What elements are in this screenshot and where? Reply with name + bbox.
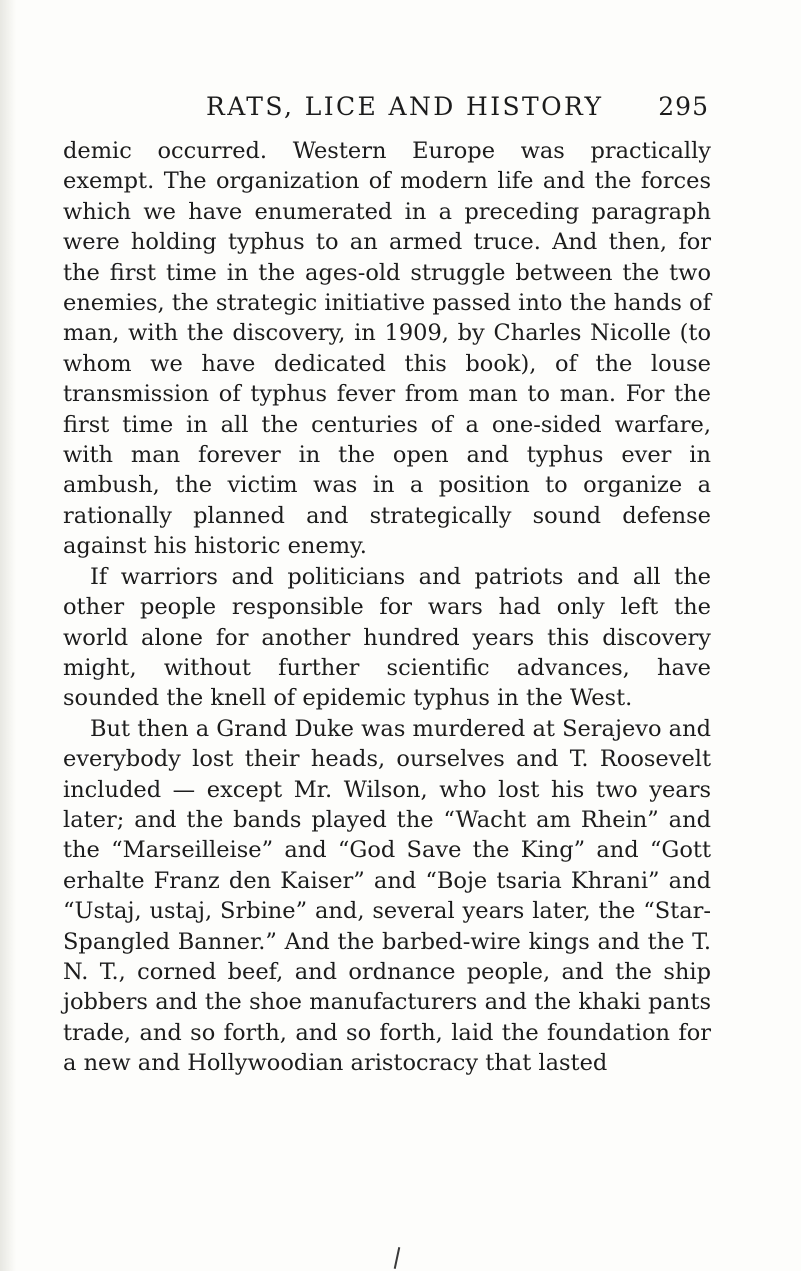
stray-pencil-mark [394, 1247, 401, 1269]
page-number: 295 [658, 92, 709, 121]
paragraph-3: But then a Grand Duke was murdered at Serajevo and everybody lost their heads, ourselves and T. Roosevelt included — except Mr. Wilson, who lost his two years later; and the bands played the “Wacht am Rhein” and the “Marseilleise” and “God Save the King” and “Gott erhalte Franz den Kaiser” and “Boje tsaria Khrani” and “Ustaj, ustaj, Srbine” and, several years later, the “Star-Spangled Banner.” And the barbed-wire kings and the T. N. T., corned beef, and ordnance people, and the ship jobbers and the shoe manufacturers and the khaki pants trade, and so forth, and so forth, laid the foundation for a new and Hollywoodian aristocracy that lasted [63, 715, 711, 1077]
paragraph-1: demic occurred. Western Europe was practically exempt. The organization of modern life and the forces which we have enumerated in a preceding paragraph were holding typhus to an armed truce. And then, for the first time in the ages-old struggle between the two enemies, the strategic initiative passed into the hands of man, with the discovery, in 1909, by Charles Nicolle (to whom we have dedicated this book), of the louse transmission of typhus fever from man to man. For the first time in all the centuries of a one-sided warfare, with man forever in the open and typhus ever in ambush, the victim was in a position to organize a rationally planned and strategically sound defense against his historic enemy. [63, 138, 711, 560]
page-gutter-shadow [0, 0, 16, 1271]
running-title: RATS, LICE AND HISTORY [206, 92, 604, 121]
paragraph-2: If warriors and politicians and patriots and all the other people responsible for wars had only left the world alone for another hundred years this discovery might, without further scientific advances, have sounded the knell of epidemic typhus in the West. [63, 563, 711, 712]
running-header [206, 92, 709, 128]
body-text [63, 136, 711, 1079]
